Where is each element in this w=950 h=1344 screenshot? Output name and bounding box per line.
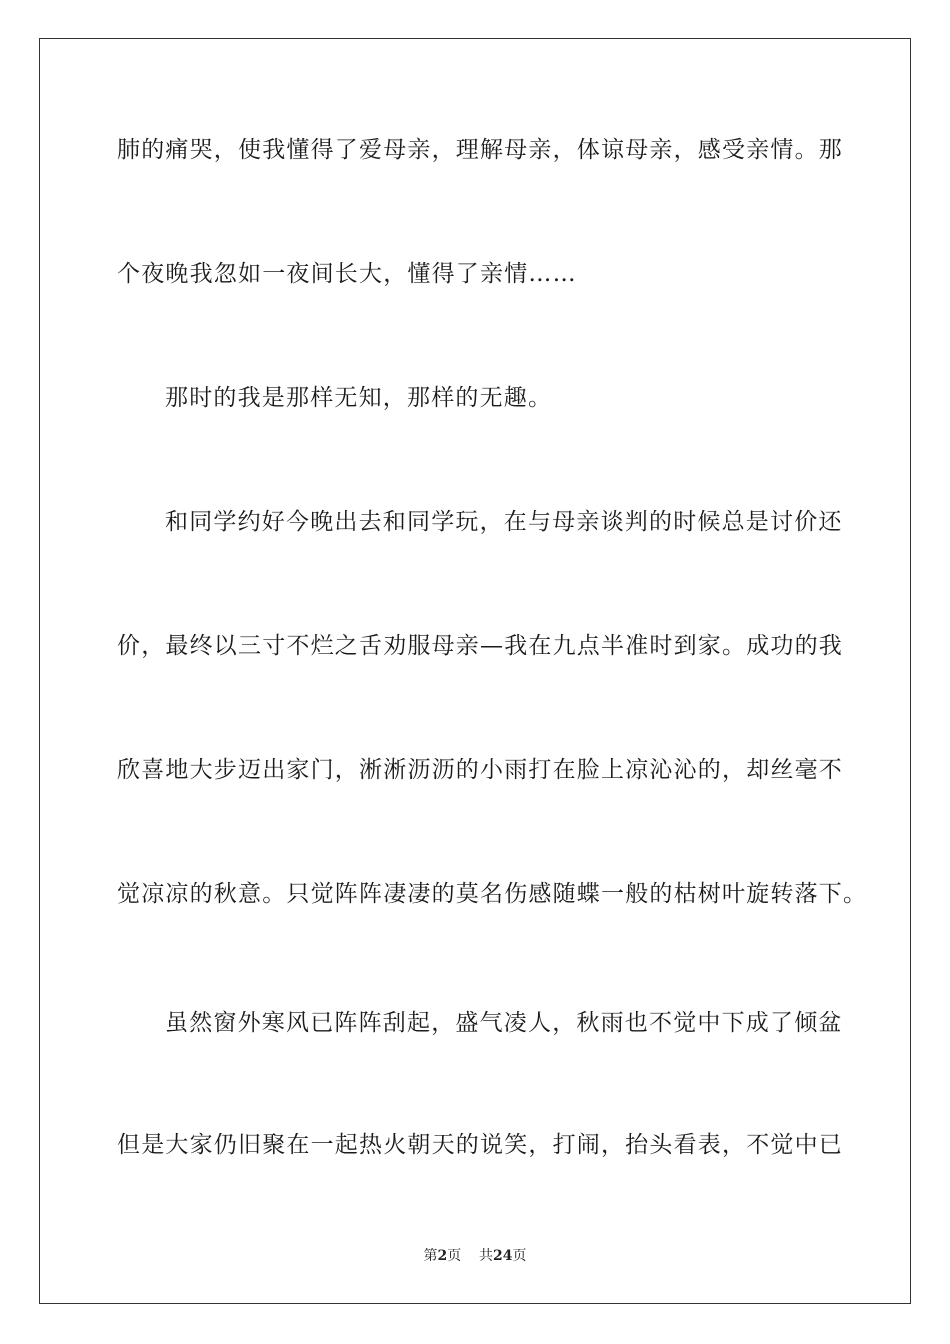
footer-total-pages: 24 [493, 1248, 513, 1264]
text-line-3: 那时的我是那样无知，那样的无趣。 [165, 385, 553, 411]
text-line-4: 和同学约好今晚出去和同学玩，在与母亲谈判的时候总是讨价还 [165, 509, 843, 535]
footer-page-prefix: 第 [423, 1248, 438, 1264]
text-line-9: 但是大家仍旧聚在一起热火朝天的说笑，打闹，抬头看表，不觉中已 [117, 1132, 843, 1158]
text-line-1: 肺的痛哭，使我懂得了爱母亲，理解母亲，体谅母亲，感受亲情。那 [117, 137, 843, 163]
footer-total-prefix: 共 [479, 1248, 494, 1264]
text-line-7: 觉凉凉的秋意。只觉阵阵凄凄的莫名伤感随蝶一般的枯树叶旋转落下。 [117, 881, 868, 907]
text-line-2: 个夜晚我忽如一夜间长大，懂得了亲情…… [117, 261, 577, 287]
page-footer [0, 1247, 950, 1265]
footer-page-suffix: 页 [447, 1248, 462, 1264]
footer-total-suffix: 页 [512, 1248, 527, 1264]
footer-page-number: 2 [437, 1248, 448, 1264]
text-line-8: 虽然窗外寒风已阵阵刮起，盛气凌人，秋雨也不觉中下成了倾盆 [165, 1010, 843, 1036]
page-border [39, 38, 911, 1304]
text-line-6: 欣喜地大步迈出家门，淅淅沥沥的小雨打在脸上凉沁沁的，却丝毫不 [117, 757, 843, 783]
text-line-5: 价，最终以三寸不烂之舌劝服母亲—我在九点半准时到家。成功的我 [117, 633, 843, 659]
